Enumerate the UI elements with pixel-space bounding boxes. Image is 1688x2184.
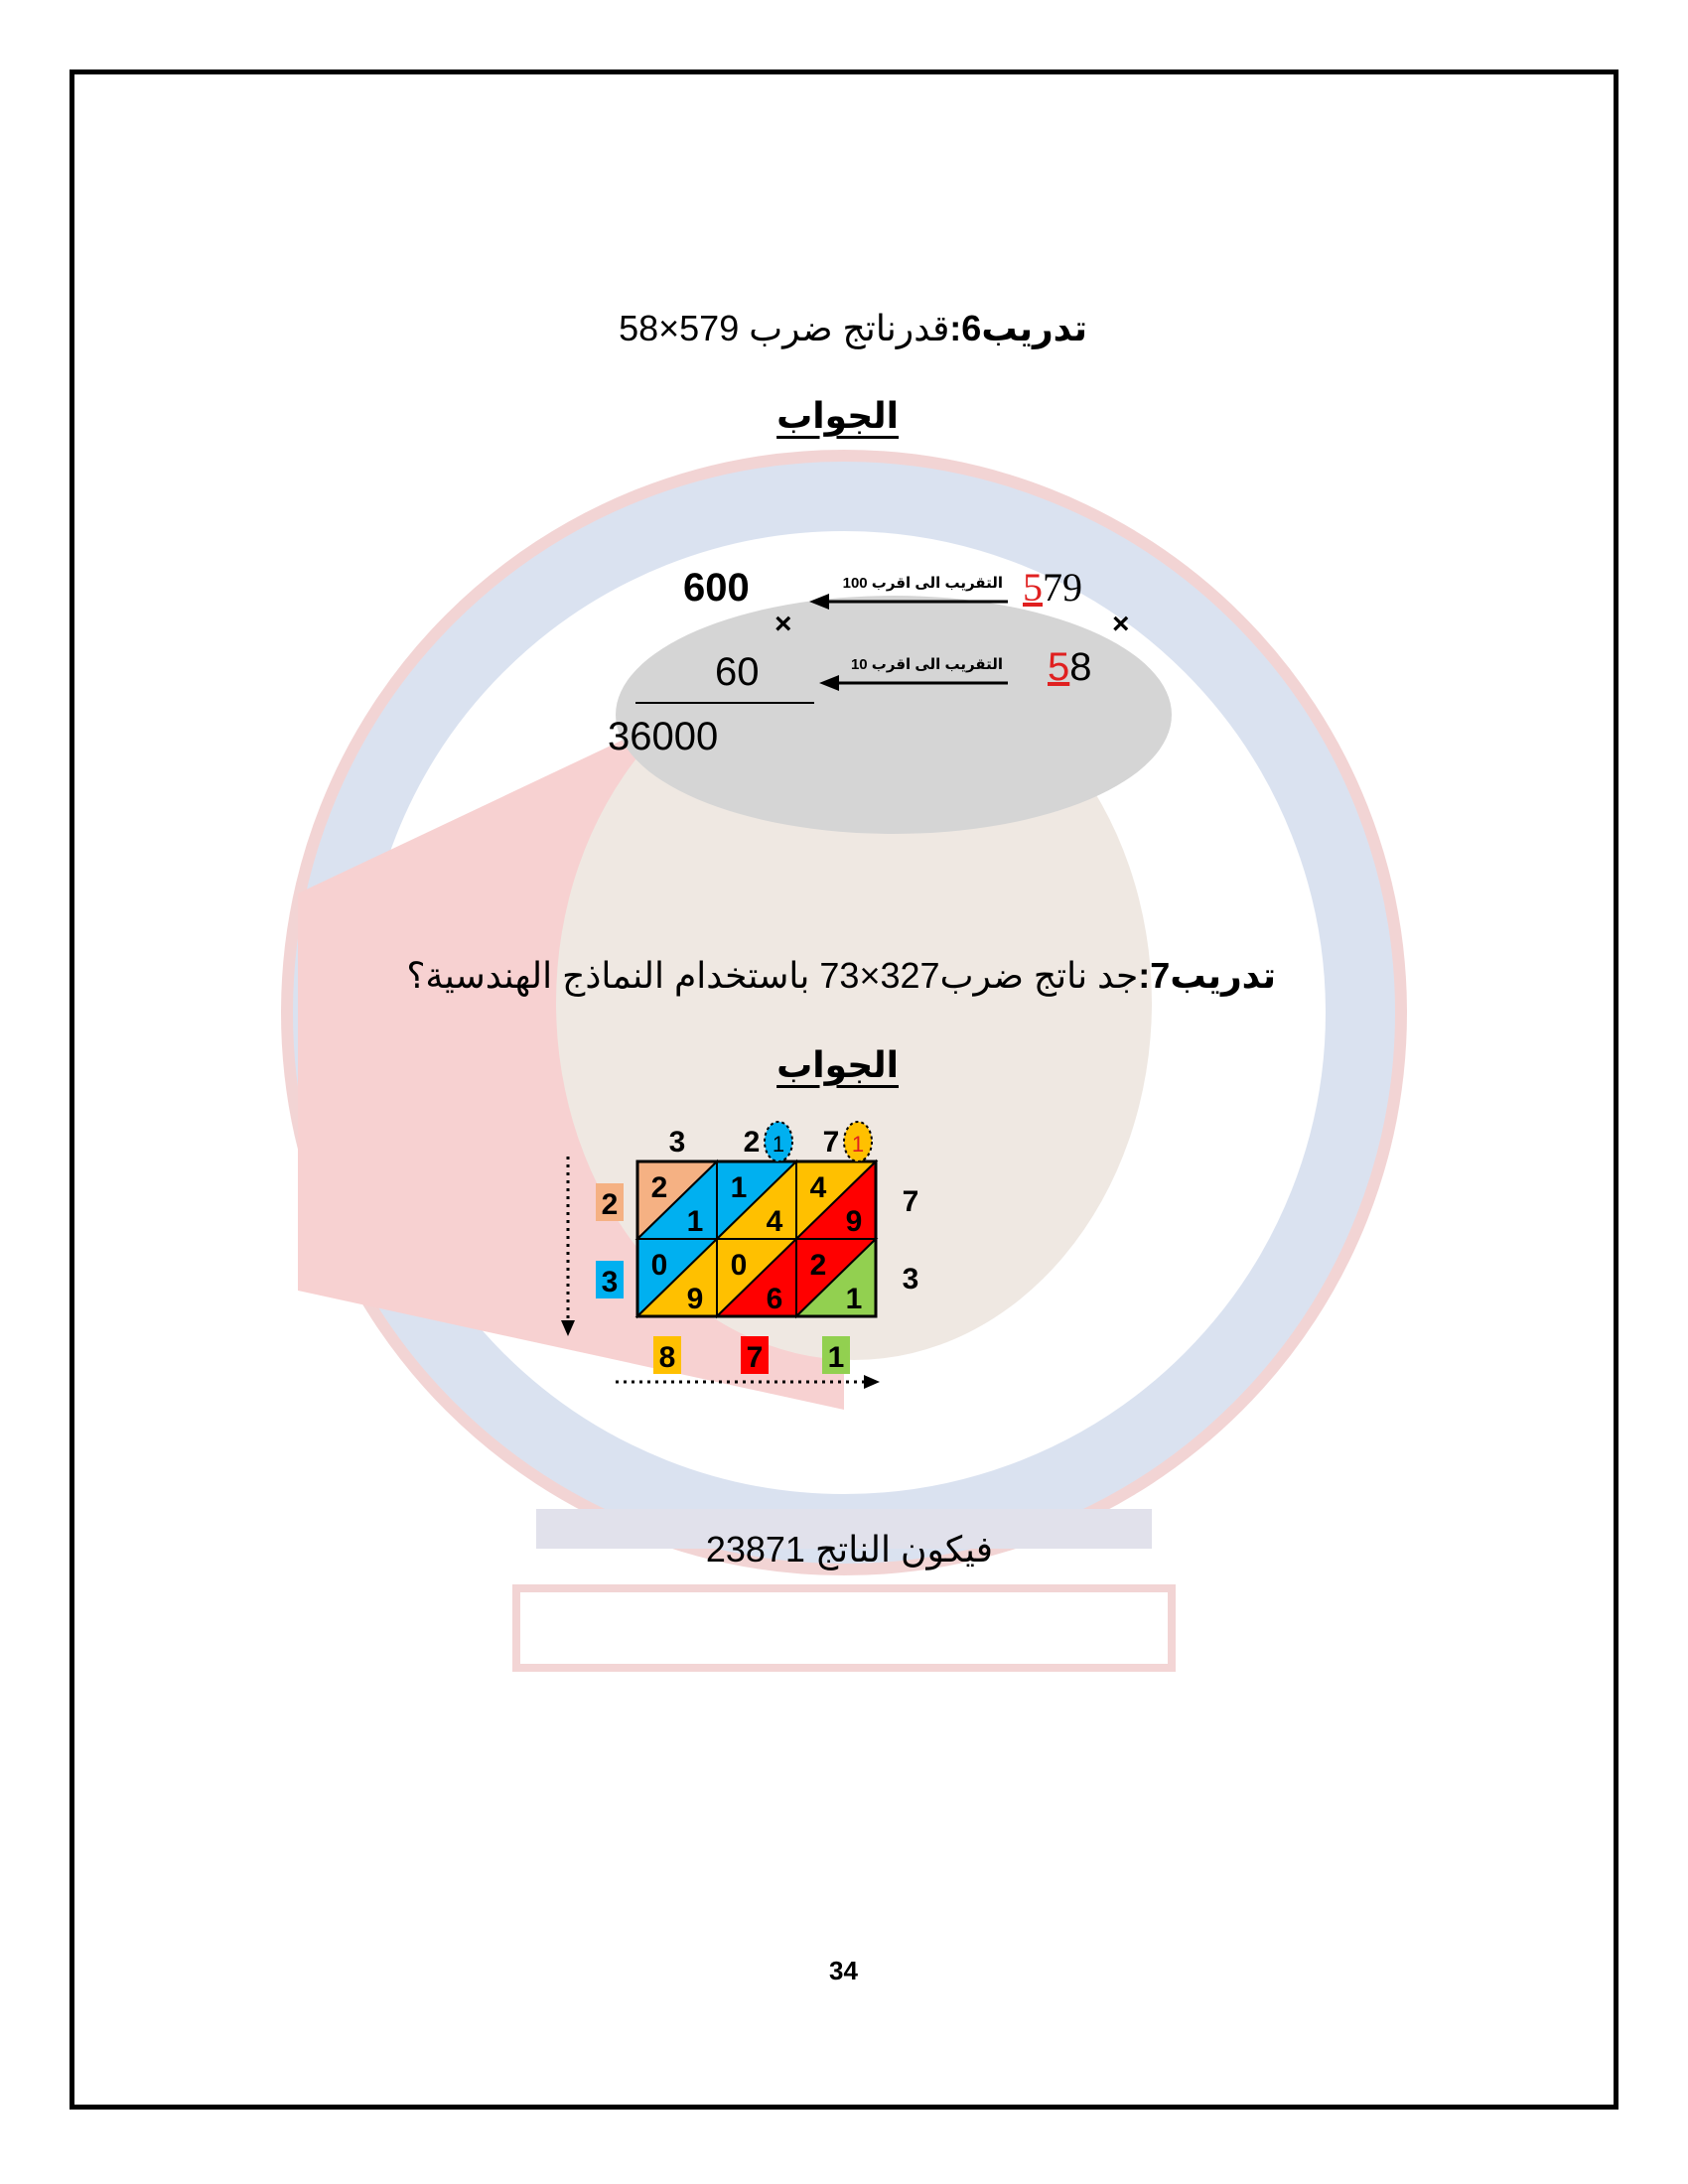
lattice-units-digit: 9 (845, 1205, 863, 1238)
horizontal-arrow-head (864, 1375, 880, 1389)
bottom-digit: 1 (827, 1341, 845, 1374)
exercise6-title-bold: تدريب6: (949, 308, 1087, 348)
lattice-units-digit: 1 (845, 1283, 863, 1315)
lattice-units-digit: 6 (766, 1283, 783, 1315)
number-579-first-digit: 5 (1023, 565, 1043, 610)
top-digit: 2 (743, 1126, 761, 1159)
lattice-units-digit: 4 (766, 1205, 783, 1238)
exercise6-title-text: قدرناتج ضرب 579×58 (619, 308, 950, 348)
lattice-units-digit: 1 (686, 1205, 704, 1238)
rounded-600: 600 (683, 566, 750, 610)
vertical-arrow-head (561, 1320, 575, 1336)
left-digit: 2 (601, 1188, 619, 1221)
bottom-digit: 8 (658, 1341, 676, 1374)
top-digit: 3 (668, 1126, 686, 1159)
lattice-tens-digit: 2 (809, 1249, 827, 1282)
left-digit: 3 (601, 1266, 619, 1298)
exercise7-title-bold: تدريب7: (1138, 955, 1276, 996)
carry-digit: 1 (772, 1132, 785, 1157)
exercise7-answer-label: الجواب (776, 1044, 899, 1085)
lattice-tens-digit: 0 (650, 1249, 668, 1282)
lattice-units-digit: 9 (686, 1283, 704, 1315)
top-digit: 7 (822, 1126, 840, 1159)
estimation-result: 36000 (608, 715, 719, 758)
exercise6-answer-label: الجواب (776, 395, 899, 436)
times-sign-left: × (774, 608, 792, 640)
bottom-digit: 7 (746, 1341, 764, 1374)
conclusion: فيكون الناتج 23871 (705, 1529, 993, 1570)
round-100-label: التقريب الى اقرب 100 (842, 575, 1003, 592)
number-58-rest: 8 (1069, 645, 1092, 689)
right-digit: 3 (902, 1263, 919, 1296)
lattice-tens-digit: 4 (809, 1171, 827, 1204)
lattice-tens-digit: 1 (730, 1171, 748, 1204)
lattice-tens-digit: 2 (650, 1171, 668, 1204)
right-digit: 7 (902, 1185, 919, 1218)
number-579-rest: 79 (1043, 565, 1082, 610)
number-58-first-digit: 5 (1048, 645, 1070, 689)
carry-digit: 1 (851, 1132, 865, 1157)
times-sign-right: × (1112, 608, 1130, 640)
rounded-60: 60 (715, 650, 760, 694)
round-10-label: التقريب الى اقرب 10 (850, 656, 1003, 673)
exercise7-title-text: جد ناتج ضرب327×73 باستخدام النماذج الهندسية؟ (406, 955, 1139, 996)
page-number: 34 (829, 1956, 858, 1985)
lattice-tens-digit: 0 (730, 1249, 748, 1282)
